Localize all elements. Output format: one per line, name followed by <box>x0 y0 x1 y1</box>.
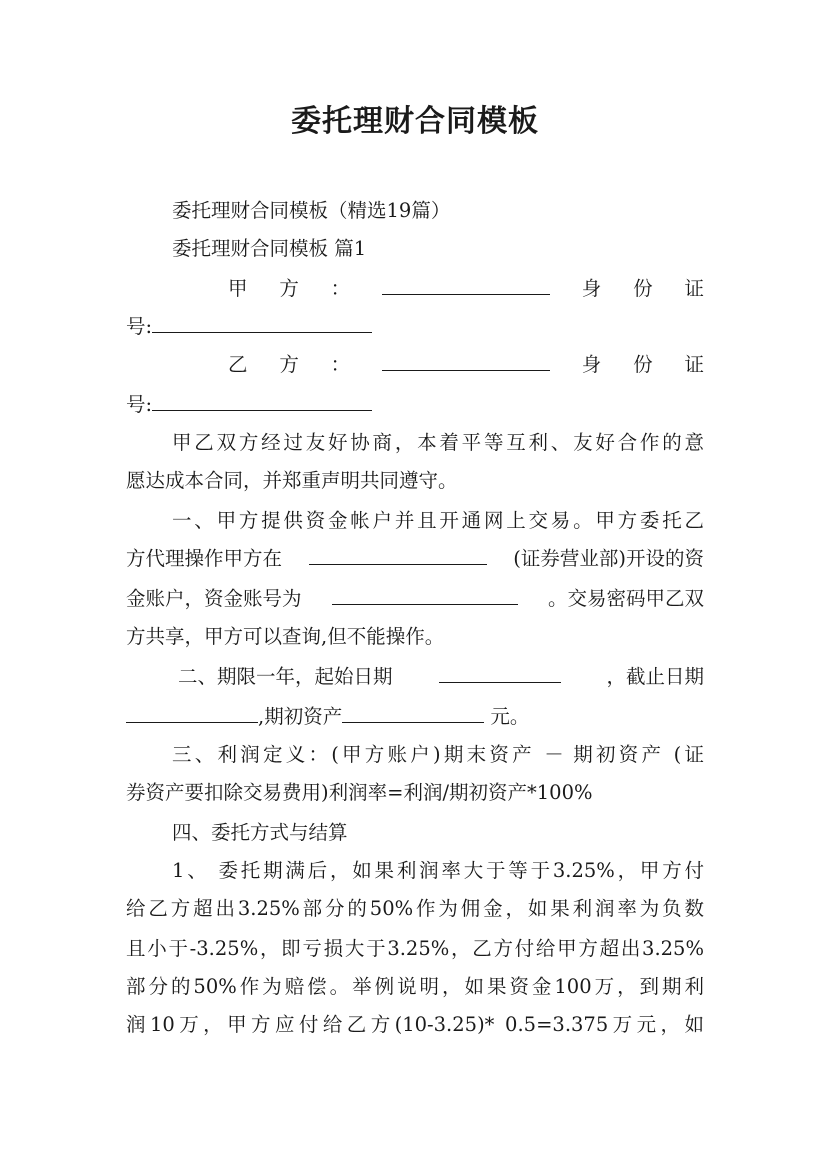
clause-3-line-2: 券资产要扣除交易费用)利润率=利润/期初资产*100% <box>126 781 593 804</box>
clause-4-line-4: 部分的50%作为赔偿。举例说明，如果资金100万，到期利 <box>126 975 704 998</box>
party-b-id-char-2: 份 <box>633 353 653 376</box>
party-b-id-tail: 号: <box>126 393 153 416</box>
clause-2-line-1 <box>126 658 704 696</box>
account-number-blank <box>332 582 518 605</box>
party-a-char-1: 甲 <box>228 277 248 300</box>
clause-4-line-5: 润10万，甲方应付给乙方(10-3.25)* 0.5=3.375万元，如 <box>126 1013 704 1036</box>
start-date-blank <box>439 660 561 683</box>
party-b-char-2: 方 <box>279 353 299 376</box>
party-b-id-char-3: 证 <box>684 353 704 376</box>
brokerage-blank <box>309 542 487 565</box>
clause-2-text-c: ,期初资产 <box>258 705 343 728</box>
clause-1-text-c: 金账户，资金账号为 <box>126 587 302 610</box>
clause-2-text-a: 二、期限一年，起始日期 <box>178 665 393 688</box>
clause-1-text-b: (证券营业部)开设的资 <box>513 547 704 570</box>
clause-1-line-1: 一、甲方提供资金帐户并且开通网上交易。甲方委托乙 <box>172 509 704 532</box>
clause-2-text-b: ，截止日期 <box>606 665 704 688</box>
clause-1-text-a: 方代理操作甲方在 <box>126 547 283 570</box>
party-a-char-2: 方 <box>279 277 299 300</box>
clause-4-line-2: 给乙方超出3.25%部分的50%作为佣金，如果利润率为负数 <box>126 897 704 920</box>
clause-1-line-3 <box>126 580 704 618</box>
party-b-colon: ： <box>330 353 351 376</box>
party-b-id-blank <box>152 388 372 411</box>
document-title: 委托理财合同模板 <box>291 104 539 139</box>
clause-2-line-2 <box>126 698 704 736</box>
party-a-id-char-2: 份 <box>633 277 653 300</box>
party-a-id-char-1: 身 <box>581 277 602 300</box>
party-a-id-tail: 号: <box>126 315 153 338</box>
party-a-name-blank <box>382 272 550 295</box>
clause-3-line-1: 三、利润定义：(甲方账户)期末资产 － 期初资产 (证 <box>172 743 704 766</box>
clause-1-line-4: 方共享，甲方可以查询,但不能操作。 <box>126 625 445 648</box>
section-heading: 委托理财合同模板 篇1 <box>172 237 367 260</box>
party-b-id-line <box>126 386 704 424</box>
party-b-id-char-1: 身 <box>581 353 602 376</box>
preamble-line-2: 愿达成本合同，并郑重声明共同遵守。 <box>126 469 458 492</box>
party-a-id-char-3: 证 <box>684 277 704 300</box>
end-date-blank <box>126 700 258 723</box>
preamble-line-1: 甲乙双方经过友好协商，本着平等互利、友好合作的意 <box>172 431 704 454</box>
party-a-line <box>126 270 704 308</box>
clause-4-heading: 四、委托方式与结算 <box>172 821 348 844</box>
party-b-line <box>126 346 704 384</box>
party-b-name-blank <box>382 348 550 371</box>
party-a-id-line <box>126 308 704 346</box>
clause-4-line-1: 1、 委托期满后，如果利润率大于等于3.25%，甲方付 <box>172 859 704 882</box>
clause-4-line-3: 且小于-3.25%，即亏损大于3.25%，乙方付给甲方超出3.25% <box>126 937 704 960</box>
clause-2-text-d: 元。 <box>490 705 530 728</box>
initial-assets-blank <box>342 700 484 723</box>
clause-1-text-d: 。交易密码甲乙双 <box>547 587 704 610</box>
party-a-colon: ： <box>330 277 351 300</box>
party-a-id-blank <box>152 310 372 333</box>
subtitle-line: 委托理财合同模板（精选19篇） <box>172 199 451 222</box>
party-b-char-1: 乙 <box>228 353 248 376</box>
clause-1-line-2 <box>126 540 704 578</box>
